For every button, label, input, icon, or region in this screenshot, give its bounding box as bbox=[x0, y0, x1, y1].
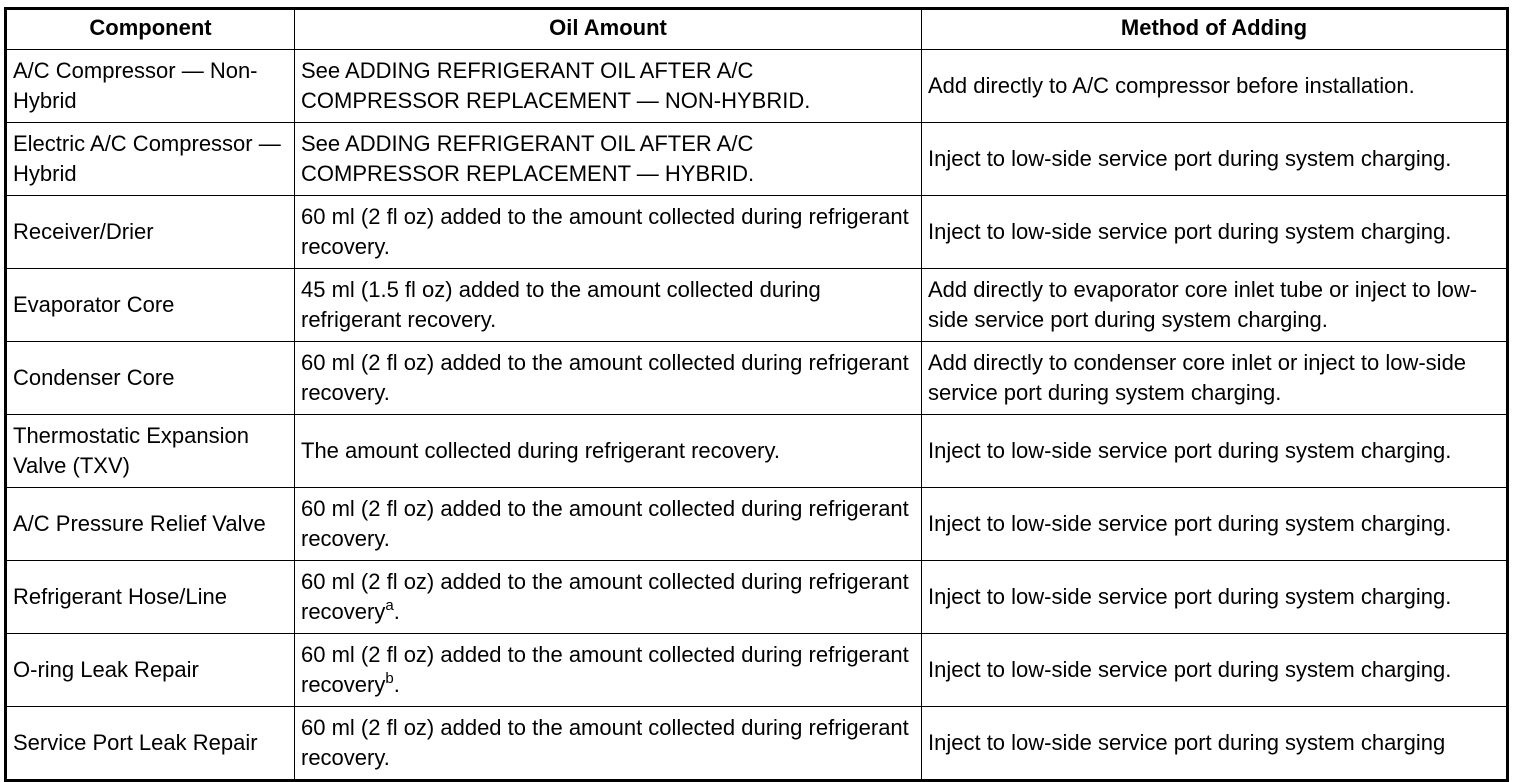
cell-oil-amount bbox=[295, 342, 922, 415]
cell-method: Inject to low-side service port during system charging. bbox=[922, 415, 1508, 488]
oil-amount-text: See ADDING REFRIGERANT OIL AFTER A/C COMPRESSOR REPLACEMENT — NON-HYBRID. bbox=[301, 57, 811, 113]
header-component: Component bbox=[6, 9, 295, 50]
table-row bbox=[6, 269, 1508, 342]
header-oil-amount: Oil Amount bbox=[295, 9, 922, 50]
cell-oil-amount bbox=[295, 561, 922, 634]
header-row bbox=[6, 9, 1508, 50]
cell-method: Inject to low-side service port during system charging. bbox=[922, 488, 1508, 561]
cell-component: A/C Compressor — Non-Hybrid bbox=[6, 50, 295, 123]
refrigerant-oil-table bbox=[4, 7, 1509, 782]
table-row bbox=[6, 634, 1508, 707]
cell-component: Evaporator Core bbox=[6, 269, 295, 342]
cell-oil-amount bbox=[295, 50, 922, 123]
table-row bbox=[6, 561, 1508, 634]
oil-amount-text: 60 ml (2 fl oz) added to the amount collected during refrigerant recovery. bbox=[301, 495, 909, 551]
cell-method: Inject to low-side service port during system charging bbox=[922, 707, 1508, 781]
cell-oil-amount bbox=[295, 707, 922, 781]
oil-amount-text: 45 ml (1.5 fl oz) added to the amount collected during refrigerant recovery. bbox=[301, 276, 821, 332]
footnote-marker: b bbox=[385, 669, 394, 687]
cell-method: Inject to low-side service port during system charging. bbox=[922, 196, 1508, 269]
oil-amount-text: The amount collected during refrigerant recovery. bbox=[301, 437, 780, 463]
cell-component: Service Port Leak Repair bbox=[6, 707, 295, 781]
oil-table-page bbox=[4, 7, 1506, 782]
oil-amount-text: 60 ml (2 fl oz) added to the amount collected during refrigerant recovery bbox=[301, 568, 909, 624]
cell-component: Thermostatic Expansion Valve (TXV) bbox=[6, 415, 295, 488]
table-row bbox=[6, 707, 1508, 781]
cell-component: A/C Pressure Relief Valve bbox=[6, 488, 295, 561]
cell-method: Inject to low-side service port during system charging. bbox=[922, 634, 1508, 707]
cell-method: Add directly to A/C compressor before installation. bbox=[922, 50, 1508, 123]
cell-method: Add directly to evaporator core inlet tube or inject to low-side service port during system charging. bbox=[922, 269, 1508, 342]
cell-oil-amount bbox=[295, 269, 922, 342]
table-row bbox=[6, 123, 1508, 196]
oil-amount-end: . bbox=[393, 671, 400, 697]
table-row bbox=[6, 488, 1508, 561]
oil-amount-end: . bbox=[393, 598, 400, 624]
cell-oil-amount bbox=[295, 488, 922, 561]
oil-amount-text: 60 ml (2 fl oz) added to the amount collected during refrigerant recovery. bbox=[301, 203, 909, 259]
cell-oil-amount bbox=[295, 415, 922, 488]
cell-component: Electric A/C Compressor — Hybrid bbox=[6, 123, 295, 196]
cell-oil-amount bbox=[295, 634, 922, 707]
cell-method: Inject to low-side service port during system charging. bbox=[922, 561, 1508, 634]
table-row bbox=[6, 196, 1508, 269]
header-method: Method of Adding bbox=[922, 9, 1508, 50]
cell-component: Condenser Core bbox=[6, 342, 295, 415]
cell-method: Add directly to condenser core inlet or inject to low-side service port during system charging. bbox=[922, 342, 1508, 415]
footnote-marker: a bbox=[385, 596, 394, 614]
table-row bbox=[6, 50, 1508, 123]
cell-component: O-ring Leak Repair bbox=[6, 634, 295, 707]
oil-amount-text: 60 ml (2 fl oz) added to the amount collected during refrigerant recovery. bbox=[301, 714, 909, 770]
table-row bbox=[6, 342, 1508, 415]
oil-amount-text: 60 ml (2 fl oz) added to the amount collected during refrigerant recovery bbox=[301, 641, 909, 697]
table-row bbox=[6, 415, 1508, 488]
cell-method: Inject to low-side service port during system charging. bbox=[922, 123, 1508, 196]
cell-component: Receiver/Drier bbox=[6, 196, 295, 269]
oil-amount-text: See ADDING REFRIGERANT OIL AFTER A/C COMPRESSOR REPLACEMENT — HYBRID. bbox=[301, 130, 755, 186]
cell-component: Refrigerant Hose/Line bbox=[6, 561, 295, 634]
cell-oil-amount bbox=[295, 123, 922, 196]
oil-amount-text: 60 ml (2 fl oz) added to the amount collected during refrigerant recovery. bbox=[301, 349, 909, 405]
cell-oil-amount bbox=[295, 196, 922, 269]
